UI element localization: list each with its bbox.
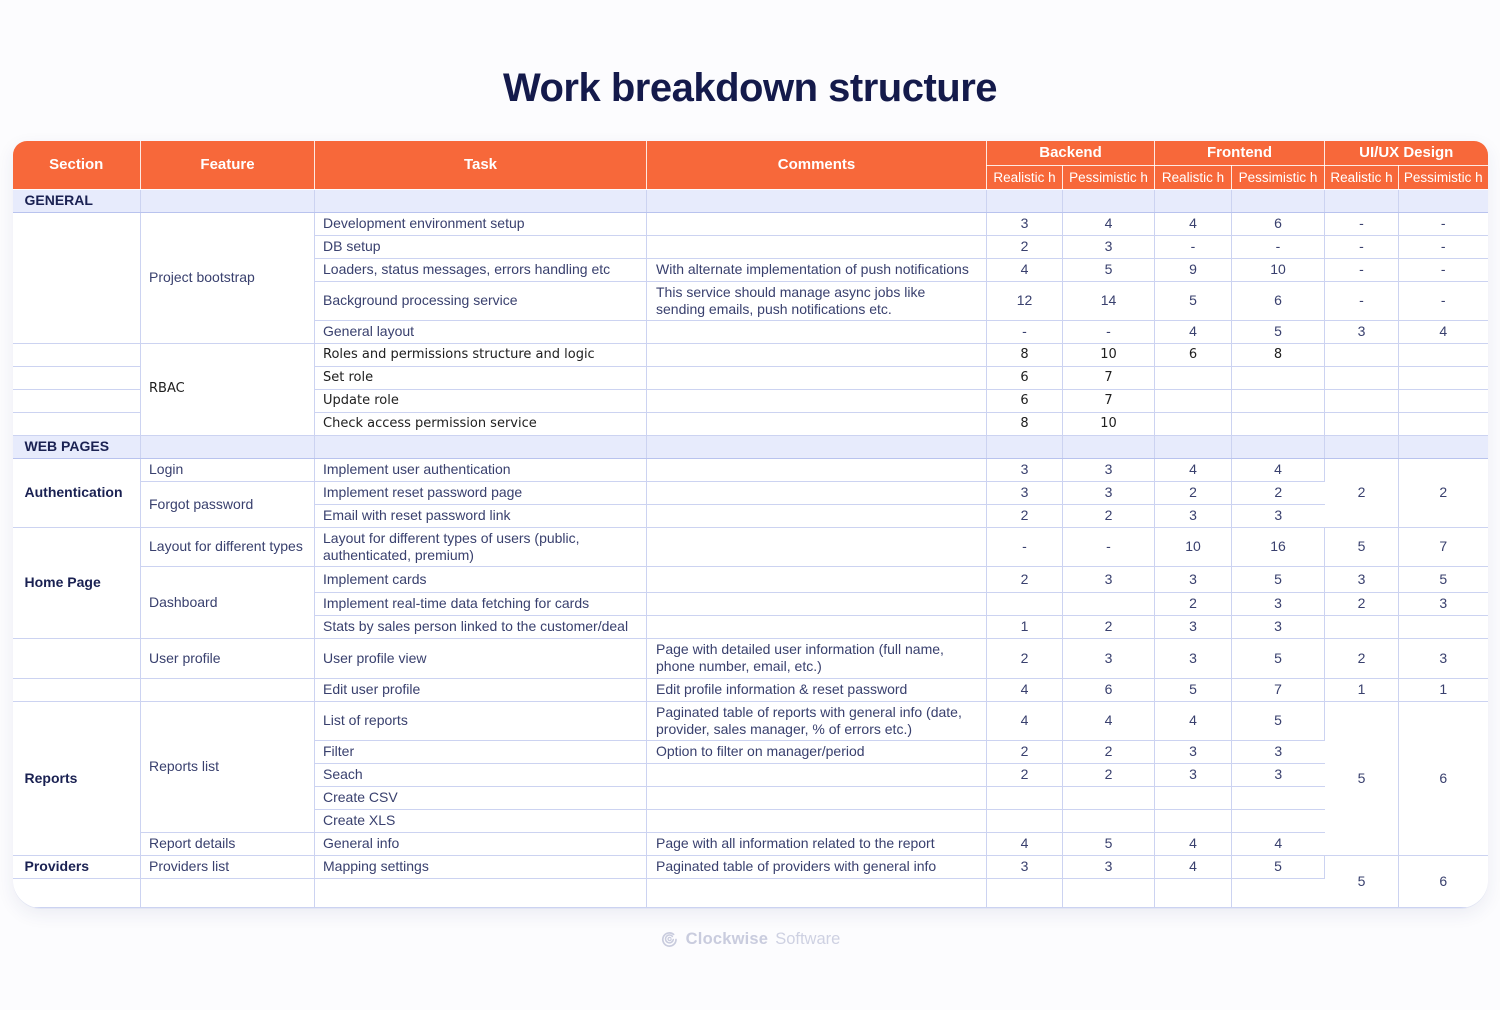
hours-cell: - <box>987 320 1063 343</box>
hours-cell: 3 <box>1399 592 1488 615</box>
hours-cell: 3 <box>1232 763 1325 786</box>
hours-cell: 3 <box>1232 615 1325 638</box>
hours-cell: 3 <box>1155 615 1232 638</box>
hours-cell: 2 <box>1155 481 1232 504</box>
feature-cell: Forgot password <box>141 481 315 527</box>
comment-cell: Page with detailed user information (full name, phone number, email, etc.) <box>647 638 987 678</box>
hours-cell <box>1325 389 1399 412</box>
comment-cell <box>647 763 987 786</box>
comment-cell: Paginated table of providers with general info <box>647 855 987 878</box>
comment-cell <box>647 212 987 235</box>
hours-cell: 4 <box>1232 458 1325 481</box>
subheader-frontend-realistic: Realistic h <box>1155 165 1232 189</box>
section-cell <box>13 678 141 701</box>
hours-cell <box>1325 615 1399 638</box>
page-title: Work breakdown structure <box>502 66 998 110</box>
hours-cell: 2 <box>1325 458 1399 527</box>
hours-cell: 3 <box>1232 592 1325 615</box>
task-cell: List of reports <box>315 701 647 740</box>
hours-cell: 3 <box>987 458 1063 481</box>
table-row <box>13 566 1488 592</box>
hours-cell: 8 <box>987 343 1063 366</box>
hours-cell: 2 <box>987 235 1063 258</box>
hours-cell: 10 <box>1063 343 1155 366</box>
comment-cell: Paginated table of reports with general info (date, provider, sales manager, % of errors etc.) <box>647 701 987 740</box>
section-row <box>13 189 1488 212</box>
task-cell: Check access permission service <box>315 412 647 435</box>
table-row <box>13 638 1488 678</box>
task-cell: Update role <box>315 389 647 412</box>
comment-cell <box>647 366 987 389</box>
section-cell <box>13 389 141 412</box>
hours-cell <box>1155 878 1232 907</box>
section-cell: WEB PAGES <box>13 435 141 458</box>
section-row <box>13 435 1488 458</box>
hours-cell: 5 <box>1325 855 1399 907</box>
hours-cell: 2 <box>1063 615 1155 638</box>
hours-cell <box>1155 366 1232 389</box>
hours-cell: 10 <box>1063 412 1155 435</box>
section-cell: Reports <box>13 701 141 855</box>
section-cell <box>13 366 141 389</box>
hours-cell: - <box>1399 212 1488 235</box>
task-cell: Filter <box>315 740 647 763</box>
comment-cell <box>647 189 987 212</box>
hours-cell: 1 <box>1325 678 1399 701</box>
task-cell: DB setup <box>315 235 647 258</box>
comment-cell <box>647 566 987 592</box>
comment-cell <box>647 481 987 504</box>
table-row <box>13 527 1488 566</box>
footer-brand <box>0 930 1500 949</box>
feature-cell <box>141 435 315 458</box>
hours-cell: 16 <box>1232 527 1325 566</box>
hours-cell <box>987 592 1063 615</box>
hours-cell: - <box>1399 258 1488 281</box>
task-cell <box>315 878 647 907</box>
comment-cell <box>647 809 987 832</box>
subheader-backend-pessimistic: Pessimistic h <box>1063 165 1155 189</box>
hours-cell <box>1155 786 1232 809</box>
task-cell: Implement reset password page <box>315 481 647 504</box>
feature-cell: Report details <box>141 832 315 855</box>
hours-cell: 5 <box>1232 701 1325 740</box>
hours-cell: - <box>1399 281 1488 320</box>
hours-cell <box>1325 366 1399 389</box>
hours-cell: 4 <box>1232 832 1325 855</box>
hours-cell: 2 <box>1325 638 1399 678</box>
hours-cell: 8 <box>987 412 1063 435</box>
hours-cell: 12 <box>987 281 1063 320</box>
hours-cell <box>1232 809 1325 832</box>
comment-cell: Edit profile information & reset password <box>647 678 987 701</box>
hours-cell: 4 <box>987 678 1063 701</box>
hours-cell <box>987 189 1063 212</box>
hours-cell: 4 <box>987 832 1063 855</box>
hours-cell <box>1063 592 1155 615</box>
hours-cell <box>1063 786 1155 809</box>
hours-cell: 6 <box>1399 701 1488 855</box>
feature-cell <box>141 678 315 701</box>
feature-cell: Reports list <box>141 701 315 832</box>
hours-cell: 2 <box>987 763 1063 786</box>
hours-cell: 2 <box>987 638 1063 678</box>
hours-cell <box>1399 615 1488 638</box>
hours-cell: 6 <box>1232 281 1325 320</box>
hours-cell <box>1399 435 1488 458</box>
hours-cell: 6 <box>1232 212 1325 235</box>
hours-cell: 3 <box>1155 504 1232 527</box>
hours-cell: 5 <box>1155 678 1232 701</box>
hours-cell: 8 <box>1232 343 1325 366</box>
hours-cell: 3 <box>1232 740 1325 763</box>
wbs-table-body <box>13 189 1488 907</box>
hours-cell: 4 <box>1063 701 1155 740</box>
wbs-table <box>13 141 1488 908</box>
hours-cell: 2 <box>1232 481 1325 504</box>
hours-cell <box>1155 412 1232 435</box>
feature-cell <box>141 189 315 212</box>
task-cell: Create CSV <box>315 786 647 809</box>
hours-cell: 4 <box>1155 458 1232 481</box>
hours-cell: 5 <box>1155 281 1232 320</box>
hours-cell: 3 <box>1063 481 1155 504</box>
section-cell: Home Page <box>13 527 141 638</box>
hours-cell <box>1232 435 1325 458</box>
hours-cell: 7 <box>1063 389 1155 412</box>
hours-cell <box>1399 343 1488 366</box>
hours-cell: 5 <box>1325 701 1399 855</box>
hours-cell: 2 <box>987 566 1063 592</box>
task-cell: Stats by sales person linked to the customer/deal <box>315 615 647 638</box>
comment-cell <box>647 504 987 527</box>
hours-cell <box>1155 389 1232 412</box>
feature-cell: Login <box>141 458 315 481</box>
hours-cell: 4 <box>1155 701 1232 740</box>
hours-cell: 2 <box>1063 504 1155 527</box>
hours-cell: 3 <box>987 481 1063 504</box>
table-row <box>13 878 1488 907</box>
hours-cell <box>1399 189 1488 212</box>
hours-cell <box>1325 435 1399 458</box>
group-header-uiux: UI/UX Design <box>1325 141 1488 165</box>
task-cell: Development environment setup <box>315 212 647 235</box>
hours-cell: 3 <box>987 212 1063 235</box>
hours-cell <box>1232 786 1325 809</box>
hours-cell <box>1232 366 1325 389</box>
section-cell <box>13 412 141 435</box>
hours-cell: 5 <box>1232 566 1325 592</box>
hours-cell: 4 <box>987 701 1063 740</box>
hours-cell <box>1325 412 1399 435</box>
table-row <box>13 212 1488 235</box>
hours-cell: 5 <box>1232 638 1325 678</box>
hours-cell: - <box>1399 235 1488 258</box>
hours-cell: 6 <box>987 366 1063 389</box>
hours-cell <box>1325 189 1399 212</box>
hours-cell: 3 <box>1325 566 1399 592</box>
task-cell: Email with reset password link <box>315 504 647 527</box>
hours-cell: 14 <box>1063 281 1155 320</box>
hours-cell <box>987 435 1063 458</box>
comment-cell <box>647 235 987 258</box>
section-cell <box>13 638 141 678</box>
hours-cell <box>1325 343 1399 366</box>
hours-cell: 2 <box>987 504 1063 527</box>
table-row <box>13 343 1488 366</box>
hours-cell: 2 <box>1063 740 1155 763</box>
section-cell: Authentication <box>13 458 141 527</box>
hours-cell: 3 <box>987 855 1063 878</box>
group-header-backend: Backend <box>987 141 1155 165</box>
table-row <box>13 832 1488 855</box>
hours-cell: 9 <box>1155 258 1232 281</box>
task-cell <box>315 435 647 458</box>
hours-cell: 5 <box>1399 566 1488 592</box>
hours-cell <box>1063 878 1155 907</box>
column-header-feature: Feature <box>141 141 315 189</box>
task-cell: Seach <box>315 763 647 786</box>
comment-cell <box>647 412 987 435</box>
comment-cell: This service should manage async jobs like sending emails, push notifications etc. <box>647 281 987 320</box>
hours-cell <box>1155 189 1232 212</box>
section-cell <box>13 212 141 343</box>
hours-cell <box>1399 389 1488 412</box>
hours-cell <box>1063 189 1155 212</box>
table-row <box>13 701 1488 740</box>
clockwise-logo-icon <box>660 930 679 949</box>
hours-cell: 3 <box>1155 566 1232 592</box>
hours-cell: 6 <box>1399 855 1488 907</box>
comment-cell <box>647 458 987 481</box>
table-row <box>13 855 1488 878</box>
brand-suffix: Software <box>775 929 841 948</box>
hours-cell <box>987 878 1063 907</box>
comment-cell: With alternate implementation of push notifications <box>647 258 987 281</box>
task-cell: Implement user authentication <box>315 458 647 481</box>
hours-cell: 3 <box>1063 566 1155 592</box>
task-cell: Loaders, status messages, errors handling etc <box>315 258 647 281</box>
task-cell: Mapping settings <box>315 855 647 878</box>
comment-cell <box>647 786 987 809</box>
task-cell: Implement cards <box>315 566 647 592</box>
task-cell: General layout <box>315 320 647 343</box>
comment-cell <box>647 343 987 366</box>
hours-cell <box>1399 366 1488 389</box>
hours-cell: 4 <box>1155 320 1232 343</box>
hours-cell: 10 <box>1232 258 1325 281</box>
subheader-backend-realistic: Realistic h <box>987 165 1063 189</box>
hours-cell: 6 <box>987 389 1063 412</box>
hours-cell: 1 <box>987 615 1063 638</box>
subheader-frontend-pessimistic: Pessimistic h <box>1232 165 1325 189</box>
task-cell: Layout for different types of users (public, authenticated, premium) <box>315 527 647 566</box>
hours-cell: 4 <box>1155 832 1232 855</box>
table-row <box>13 458 1488 481</box>
task-cell: User profile view <box>315 638 647 678</box>
hours-cell: - <box>1063 320 1155 343</box>
task-cell: Edit user profile <box>315 678 647 701</box>
hours-cell: 3 <box>1325 320 1399 343</box>
comment-cell <box>647 435 987 458</box>
hours-cell <box>1155 809 1232 832</box>
hours-cell: 5 <box>1325 527 1399 566</box>
hours-cell: 3 <box>1399 638 1488 678</box>
task-cell: Background processing service <box>315 281 647 320</box>
hours-cell: 3 <box>1155 740 1232 763</box>
hours-cell <box>1063 435 1155 458</box>
comment-cell <box>647 615 987 638</box>
feature-cell: RBAC <box>141 343 315 435</box>
column-header-comments: Comments <box>647 141 987 189</box>
feature-cell: Layout for different types <box>141 527 315 566</box>
hours-cell <box>987 809 1063 832</box>
feature-cell: Dashboard <box>141 566 315 638</box>
section-cell <box>13 343 141 366</box>
section-cell: GENERAL <box>13 189 141 212</box>
task-cell: Roles and permissions structure and logic <box>315 343 647 366</box>
hours-cell: 4 <box>1063 212 1155 235</box>
hours-cell <box>1232 389 1325 412</box>
hours-cell: 2 <box>1399 458 1488 527</box>
comment-cell: Option to filter on manager/period <box>647 740 987 763</box>
hours-cell: 10 <box>1155 527 1232 566</box>
task-cell: Create XLS <box>315 809 647 832</box>
group-header-frontend: Frontend <box>1155 141 1325 165</box>
hours-cell: - <box>987 527 1063 566</box>
hours-cell: 5 <box>1232 855 1325 878</box>
hours-cell: 6 <box>1063 678 1155 701</box>
task-cell: Implement real-time data fetching for cards <box>315 592 647 615</box>
hours-cell <box>1232 878 1325 907</box>
hours-cell: 7 <box>1232 678 1325 701</box>
hours-cell: 3 <box>1232 504 1325 527</box>
hours-cell: 4 <box>1155 855 1232 878</box>
hours-cell: 5 <box>1063 258 1155 281</box>
subheader-uiux-pessimistic: Pessimistic h <box>1399 165 1488 189</box>
comment-cell <box>647 320 987 343</box>
section-cell: Providers <box>13 855 141 878</box>
subheader-uiux-realistic: Realistic h <box>1325 165 1399 189</box>
hours-cell: 3 <box>1063 638 1155 678</box>
hours-cell: 4 <box>987 258 1063 281</box>
table-row <box>13 481 1488 504</box>
hours-cell: 5 <box>1232 320 1325 343</box>
hours-cell <box>1399 412 1488 435</box>
hours-cell: 3 <box>1063 855 1155 878</box>
hours-cell: - <box>1232 235 1325 258</box>
brand-name: Clockwise <box>685 929 769 948</box>
hours-cell: 3 <box>1063 235 1155 258</box>
task-cell: Set role <box>315 366 647 389</box>
hours-cell: - <box>1063 527 1155 566</box>
hours-cell: 6 <box>1155 343 1232 366</box>
hours-cell <box>1063 809 1155 832</box>
comment-cell <box>647 878 987 907</box>
feature-cell: Providers list <box>141 855 315 878</box>
hours-cell: 3 <box>1155 763 1232 786</box>
hours-cell: 4 <box>1399 320 1488 343</box>
feature-cell: User profile <box>141 638 315 678</box>
hours-cell: - <box>1325 258 1399 281</box>
hours-cell: 4 <box>1155 212 1232 235</box>
feature-cell: Project bootstrap <box>141 212 315 343</box>
hours-cell: 2 <box>1325 592 1399 615</box>
hours-cell <box>1232 412 1325 435</box>
section-cell <box>13 878 141 907</box>
task-cell: General info <box>315 832 647 855</box>
feature-cell <box>141 878 315 907</box>
table-row <box>13 678 1488 701</box>
column-header-section: Section <box>13 141 141 189</box>
column-header-task: Task <box>315 141 647 189</box>
hours-cell: 7 <box>1063 366 1155 389</box>
hours-cell: - <box>1325 235 1399 258</box>
task-cell <box>315 189 647 212</box>
hours-cell: 1 <box>1399 678 1488 701</box>
hours-cell: - <box>1325 281 1399 320</box>
hours-cell: 5 <box>1063 832 1155 855</box>
hours-cell: 2 <box>1063 763 1155 786</box>
comment-cell: Page with all information related to the report <box>647 832 987 855</box>
hours-cell <box>1232 189 1325 212</box>
hours-cell: 7 <box>1399 527 1488 566</box>
hours-cell: 3 <box>1155 638 1232 678</box>
hours-cell: 3 <box>1063 458 1155 481</box>
wbs-card <box>13 141 1488 908</box>
comment-cell <box>647 527 987 566</box>
hours-cell: 2 <box>1155 592 1232 615</box>
hours-cell: - <box>1155 235 1232 258</box>
comment-cell <box>647 592 987 615</box>
hours-cell: 2 <box>987 740 1063 763</box>
hours-cell: - <box>1325 212 1399 235</box>
hours-cell <box>1155 435 1232 458</box>
hours-cell <box>987 786 1063 809</box>
comment-cell <box>647 389 987 412</box>
